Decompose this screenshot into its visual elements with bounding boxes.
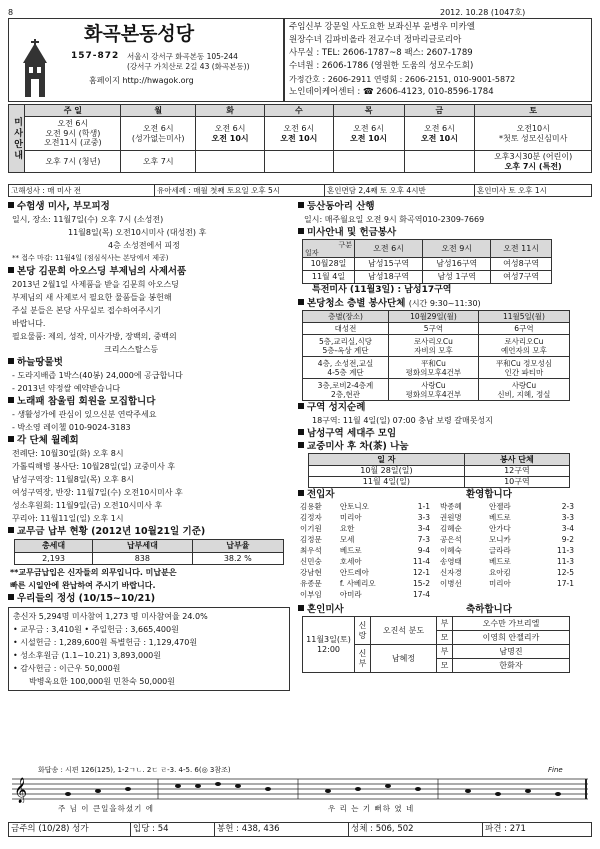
text-line: 빠른 시일안에 완납하여 주시기 바랍니다.	[10, 581, 156, 590]
church-name: 화곡본동성당	[84, 23, 195, 45]
newcomer-baptismal-name: 안가다	[488, 523, 511, 533]
cell: 사랑Cu 평화의모후4건부	[389, 379, 479, 401]
section-title: 우리들의 정성 (10/15~10/21)	[8, 592, 294, 605]
newcomer-name: 이혜숙	[440, 545, 462, 555]
newcomer-row	[438, 578, 576, 589]
text-line: - 박소영 레이첼 010-9024-3183	[12, 423, 131, 432]
newcomer-name: 공은석	[440, 534, 462, 544]
text-line: 11월8일(목) 오전10시미사 (대성전) 후	[68, 228, 207, 237]
cell: 남성18구역	[355, 271, 423, 284]
congrats-text: 축하합니다	[466, 604, 512, 615]
sacrament-info-row	[8, 184, 592, 197]
text-line: 전례단: 10월30일(화) 오후 8시	[12, 449, 124, 458]
newcomer-district: 15-2	[412, 578, 430, 588]
newcomer-row	[298, 556, 432, 567]
newcomer-baptismal-name: f. 사베리오	[339, 578, 376, 588]
newcomer-baptismal-name: 요한	[339, 523, 355, 533]
newcomer-name: 유종문	[300, 578, 322, 588]
bride-label: 신부	[355, 645, 371, 673]
text-line: 필요물품: 제의, 성작, 미사가방, 장백의, 중백의	[12, 332, 177, 341]
newcomer-row	[298, 523, 432, 534]
newcomer-row	[438, 512, 576, 523]
father-label: 부	[437, 617, 453, 631]
wedding-mass-info: 혼인미사 토 오후 1시	[475, 185, 592, 197]
text-line: 일시, 장소: 11월7일(수) 오후 7시 (소성전)	[12, 215, 164, 224]
section-title: 혼인미사	[298, 603, 592, 616]
section-title: 하늘땅물벗	[8, 356, 294, 369]
sunday-evening-mass: 오후 7시 (청년)	[25, 151, 121, 173]
newcomer-row	[438, 501, 576, 512]
text-line: ** 접수 마감: 11월4일 (점심식사는 본당에서 제공)	[12, 254, 169, 262]
groom-name: 오진석 분도	[371, 617, 437, 645]
wedding-heading	[298, 603, 592, 616]
text-line: 가톨릭해병 봉사단: 10월28일(일) 교중미사 후	[12, 462, 176, 471]
cell: 11월 4일	[303, 271, 355, 284]
newcomer-baptismal-name: 미리아	[488, 578, 511, 588]
newcomer-district: 3-3	[417, 512, 430, 522]
mass-schedule-table	[8, 104, 592, 173]
cell: 10월 28일(일)	[309, 466, 465, 477]
newcomer-row	[438, 545, 576, 556]
col-header: 총세대	[15, 540, 93, 553]
text-line: 일시: 매주월요일 오전 9시 화곡역010-2309-7669	[304, 215, 485, 224]
newcomer-district: 11-4	[412, 556, 430, 566]
newcomer-baptismal-name: 모니카	[488, 534, 511, 544]
col-header: 오전 6시	[355, 240, 423, 258]
day-header: 금	[404, 105, 475, 117]
groom-mother: 이영희 안젤리카	[453, 631, 570, 645]
text-line: 박병욱요한 100,000원 민찬숙 50,000원	[29, 677, 175, 686]
father-label: 부	[437, 645, 453, 659]
newcomer-name: 이기원	[300, 523, 322, 533]
newcomer-district: 3-4	[417, 523, 430, 533]
newcomer-district: 3-3	[561, 512, 574, 522]
confession-info: 고해성사 : 매 미사 전	[9, 185, 155, 197]
text-line: - 도라지배즙 1박스(40봉) 24,000에 공급합니다	[12, 371, 183, 380]
newcomer-row	[298, 567, 432, 578]
text-line: 꾸리아: 11월11일(일) 오후 1시	[12, 514, 124, 523]
newcomer-district: 9-2	[561, 534, 574, 544]
newcomer-district: 17-1	[556, 578, 574, 588]
newcomer-row	[298, 501, 432, 512]
newcomer-district: 3-4	[561, 523, 574, 533]
newcomer-baptismal-name: 베드로	[339, 545, 362, 555]
corner-cell: 구분 일자	[303, 240, 355, 258]
recessional-hymn: 파견 : 271	[483, 823, 592, 837]
text-line: • 시설헌금 : 1,289,600원 특별헌금 : 1,129,470원	[13, 638, 198, 647]
lyrics-line-1: 주 님 이 큰일을하셨기 에	[58, 804, 154, 813]
text-line: 총신자 5,294명 미사참여 1,273 명 미사참여율 24.0%	[13, 612, 208, 621]
left-column	[8, 200, 294, 691]
newcomer-name: 신민숭	[300, 556, 322, 566]
cell: 4층, 소성전,교실 4-5층 계단	[303, 357, 389, 379]
tuesday-mass: 오전 6시 오전 10시	[196, 117, 265, 151]
newcomer-district: 17-4	[412, 589, 430, 599]
col-header: 납부세대	[93, 540, 193, 553]
marriage-interview-info: 혼인면담 2,4째 토 오후 4시반	[325, 185, 475, 197]
saturday-mass: 오전10시 *첫토 성모신심미사	[475, 117, 592, 151]
psalm-music	[8, 766, 592, 816]
newcomer-district: 11-3	[556, 556, 574, 566]
newcomer-baptismal-name: 글라라	[488, 545, 511, 555]
newcomer-name: 김용환	[300, 501, 322, 511]
cell: 5구역	[389, 323, 479, 335]
cell: 3층,로비2-4층계 2층,현관	[303, 379, 389, 401]
newcomer-district: 12-1	[412, 567, 430, 577]
text-line: 4층 소성전에서 피정	[108, 241, 180, 250]
newcomer-name: 김정자	[300, 512, 322, 522]
cell: 로사리오Cu 자비의 모후	[389, 335, 479, 357]
postal-code: 157-872	[71, 51, 120, 61]
cell: 平和Cu 평화의모후4건부	[389, 357, 479, 379]
newcomer-name: 강남현	[300, 567, 322, 577]
section-title: 수험생 미사, 부모피정	[8, 200, 294, 213]
newcomer-baptismal-name: 호세아	[339, 556, 362, 566]
col-header: 오전 9시	[423, 240, 491, 258]
entrance-hymn: 입당 : 54	[131, 823, 215, 837]
groom-label: 신랑	[355, 617, 371, 645]
mother-label: 모	[437, 631, 453, 645]
newcomers-left	[298, 501, 432, 600]
col-header: 봉사 단체	[464, 454, 569, 466]
newcomer-name: 이병선	[440, 578, 462, 588]
text-line: - 생활성가에 관심이 있으신분 연락주세요	[12, 410, 157, 419]
lyrics-line-2: 우 리 는 기 뻐하 였 네	[328, 804, 415, 813]
text-line: • 교무금 : 3,410원 • 주일헌금 : 3,665,400원	[13, 625, 179, 634]
newcomer-baptismal-name: 안토니오	[339, 501, 369, 511]
text-line: • 성소후원금 (1.1~10.21) 3,893,000원	[13, 651, 162, 660]
baptism-info: 유아세례 : 매월 첫째 토요일 오후 5시	[155, 185, 325, 197]
address-line-1: 서울시 강서구 화곡본동 105-244	[127, 52, 238, 61]
newcomer-row	[438, 523, 576, 534]
vigil-mass-note: 특전미사 (11월3일) : 남성17구역	[312, 285, 452, 295]
cell: 남성15구역	[355, 258, 423, 271]
newcomer-baptismal-name: 안드레아	[339, 567, 369, 577]
cell: 여성7구역	[491, 271, 552, 284]
section-title: 각 단체 월례회	[8, 434, 294, 447]
bride-father: 남명진	[453, 645, 570, 659]
cleaning-table	[302, 310, 570, 401]
wedding-table	[302, 616, 570, 673]
day-header: 수	[264, 105, 333, 117]
cell: 11월 4일(일)	[309, 477, 465, 488]
cell: 남성 1구역	[423, 271, 491, 284]
cell: 2,193	[15, 553, 93, 565]
cell: 平和Cu 정모성심 인간 파티마	[478, 357, 569, 379]
monday-mass: 오전 6시 (성가없는미사)	[121, 117, 196, 151]
mother-label: 모	[437, 659, 453, 673]
col-header: 일 자	[309, 454, 465, 466]
text-line: 2013년 2월1일 사제품을 받을 김문희 아오스딩	[12, 280, 179, 289]
cell: 6구역	[478, 323, 569, 335]
tithe-status-table	[14, 539, 284, 565]
issue-date: 2012. 10.28 (1047호)	[440, 8, 526, 17]
bride-name: 남혜정	[371, 645, 437, 673]
cell: 로사리오Cu 예언자의 모후	[478, 335, 569, 357]
newcomers-heading	[298, 488, 592, 501]
newcomer-district: 1-1	[417, 501, 430, 511]
newcomer-name: 신자경	[440, 567, 462, 577]
cell: 12구역	[464, 466, 569, 477]
newcomer-name: 박종혜	[440, 501, 462, 511]
monday-evening-mass: 오후 7시	[121, 151, 196, 173]
info-line: 원장수녀 김파비올라 전교수녀 정마리글로리아	[289, 35, 462, 45]
day-header: 주 일	[25, 105, 121, 117]
col-header: 11월5일(월)	[478, 311, 569, 323]
newcomer-name: 김정문	[300, 534, 322, 544]
newcomer-district: 7-3	[417, 534, 430, 544]
text-line: 크리스스탈스등	[104, 345, 159, 354]
church-header	[8, 18, 284, 102]
newcomer-district: 9-4	[417, 545, 430, 555]
bride-mother: 한화자	[453, 659, 570, 673]
church-building-icon	[19, 39, 51, 99]
section-title: 미사안내 및 헌금봉사	[298, 226, 592, 239]
homepage[interactable]: 홈페이지 http://hwagok.org	[89, 76, 194, 85]
wednesday-mass: 오전 6시 오전 10시	[264, 117, 333, 151]
cell: 대성전	[303, 323, 389, 335]
info-line: 가정간호 : 2606-2911 연령회 : 2606-2151, 010-9001-5872	[289, 75, 516, 84]
groom-father: 오수만 가브리엘	[453, 617, 570, 631]
info-line: 사무실 : TEL: 2606-1787~8 팩스: 2607-1789	[289, 48, 473, 58]
section-title: 교중미사 후 차(茶) 나눔	[298, 440, 592, 453]
cell: 838	[93, 553, 193, 565]
newcomer-name: 이부임	[300, 589, 322, 599]
music-staff	[8, 775, 592, 803]
newcomer-row	[298, 578, 432, 589]
newcomer-name: 최우석	[300, 545, 322, 555]
text-line: 바랍니다.	[12, 319, 46, 328]
newcomer-name: 김혜순	[440, 523, 462, 533]
newcomer-baptismal-name: 베드로	[488, 556, 511, 566]
section-title: 구역 성지순례	[298, 401, 592, 414]
cell: 여성8구역	[491, 258, 552, 271]
newcomer-row	[438, 556, 576, 567]
day-header: 목	[333, 105, 404, 117]
cell: 사랑Cu 신비, 지혜, 정실	[478, 379, 569, 401]
text-line: 여성구역장, 반장: 11월7일(수) 오전10시미사 후	[12, 488, 183, 497]
col-header: 10월29일(월)	[389, 311, 479, 323]
page-number: 8	[8, 8, 14, 17]
info-line: 주임신부 강문일 사도요한 보좌신부 윤병우 미카엘	[289, 22, 475, 32]
communion-hymn: 성체 : 506, 502	[349, 823, 483, 837]
newcomer-row	[438, 534, 576, 545]
section-title: 남성구역 세대주 모임	[298, 427, 592, 440]
text-line: 부제님의 새 사제로서 필요한 물품들을 봉헌해	[12, 293, 172, 302]
cell: 10구역	[464, 477, 569, 488]
svg-text:𝄞: 𝄞	[14, 778, 28, 803]
col-header: 납부율	[192, 540, 283, 553]
newcomer-row	[298, 545, 432, 556]
cell: 10월28일	[303, 258, 355, 271]
address-line-2: (강서구 가치산로 2길 43 (화곡본동))	[127, 62, 250, 71]
text-line: - 2013년 약정쌀 예약받습니다	[12, 384, 121, 393]
hymns-label: 금주의 (10/28) 성가	[9, 823, 131, 837]
thursday-mass: 오전 6시 오전 10시	[333, 117, 404, 151]
mass-side-label: 미사안내	[9, 105, 25, 173]
info-line: 노인데이케어센터 : ☎ 2606-4123, 010-8596-1784	[289, 87, 494, 97]
contact-info	[284, 18, 592, 102]
section-title: 전입자	[298, 488, 592, 501]
section-title: 본당청소 층별 봉사단체 (시간 9:30~11:30)	[298, 297, 592, 310]
fine-mark: Fine	[548, 766, 563, 774]
section-title: 교무금 납부 현황 (2012년 10월21일 기준)	[8, 525, 294, 538]
newcomer-baptismal-name: 안젤라	[488, 501, 511, 511]
saturday-evening-mass: 오후3시30분 (어린이) 오후 7시 (특전)	[475, 151, 592, 173]
newcomer-name: 송영태	[440, 556, 462, 566]
welcome-text: 환영합니다	[466, 489, 512, 500]
text-line: 주실 분들은 본당 사무실로 접수하여주시기	[12, 306, 162, 315]
cell: 남성16구역	[423, 258, 491, 271]
day-header: 토	[475, 105, 592, 117]
newcomer-baptismal-name: 베드로	[488, 512, 511, 522]
newcomer-baptismal-name: 모세	[339, 534, 355, 544]
offering-summary-box	[8, 607, 290, 691]
text-line: 18구역: 11월 4일(일) 07:00 충남 보령 갈매못성지	[312, 416, 493, 425]
day-header: 월	[121, 105, 196, 117]
newcomer-row	[438, 567, 576, 578]
tea-sharing-table	[308, 453, 570, 488]
mass-service-table	[302, 239, 552, 284]
newcomers-list	[298, 501, 592, 603]
newcomer-name: 권원명	[440, 512, 462, 522]
info-line: 수녀원 : 2606-1786 (영원한 도움의 성모수도회)	[289, 61, 474, 71]
text-line: • 감사헌금 : 이근우 50,000원	[13, 664, 121, 673]
newcomer-row	[298, 512, 432, 523]
newcomer-baptismal-name: 미리아	[339, 512, 362, 522]
newcomer-baptismal-name: 아미라	[339, 589, 362, 599]
newcomer-row	[298, 589, 432, 600]
newcomers-right	[438, 501, 576, 589]
col-header: 오전 11시	[491, 240, 552, 258]
text-line: 남성구역장: 11월8일(목) 오후 8시	[12, 475, 134, 484]
section-title: 등산동아리 산행	[298, 200, 592, 213]
cell: 5층,교리실,식당 5층-옥상 계단	[303, 335, 389, 357]
col-header: 층별(장소)	[303, 311, 389, 323]
psalm-heading: 화답송 : 시편 126(125), 1-2ㄱㄴ. 2ㄷ ㄹ-3. 4-5. 6(◎ 3참조)	[38, 766, 231, 774]
day-header: 화	[196, 105, 265, 117]
section-title: 노래패 참울림 회원을 모집합니다	[8, 395, 294, 408]
weekly-hymns-table	[8, 822, 592, 837]
sunday-masses: 오전 6시 오전 9시 (학생) 오전11시 (교중)	[25, 117, 121, 151]
newcomer-district: 11-3	[556, 545, 574, 555]
offertory-hymn: 봉헌 : 438, 436	[215, 823, 349, 837]
right-column	[298, 200, 592, 673]
section-title: 본당 김문희 아오스딩 부제님의 사제서품	[8, 265, 294, 278]
newcomer-row	[298, 534, 432, 545]
text-line: **교무금납입은 신자들의 의무입니다. 미납분은	[10, 568, 177, 577]
newcomer-district: 2-3	[561, 501, 574, 511]
text-line: 성소후원회: 11월9일(금) 오전10시미사 후	[12, 501, 163, 510]
wedding-datetime: 11월3일(토) 12:00	[303, 617, 355, 673]
newcomer-baptismal-name: 요아킴	[488, 567, 511, 577]
newcomer-district: 12-5	[556, 567, 574, 577]
friday-mass: 오전 6시 오전 10시	[404, 117, 475, 151]
cell: 38.2 %	[192, 553, 283, 565]
